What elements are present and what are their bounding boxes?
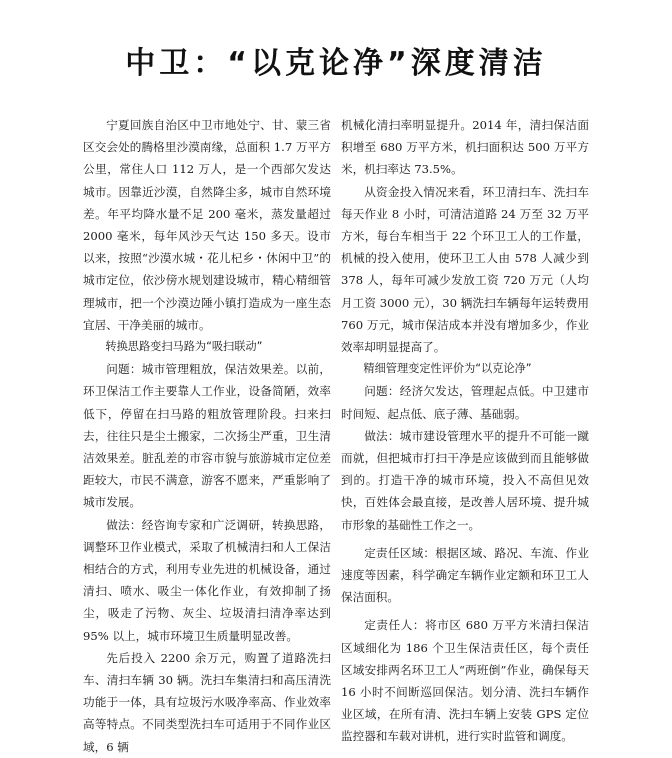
responsible-person-paragraph: 定责任人：将市区 680 万平方米清扫保洁区域细化为 186 个卫生保洁责任区，每个责任区域安排两名环卫工人“两班倒”作业，确保每天 16 小时不间断巡回保洁。划分清、洗扫车辆作业区域，在所有清、洗扫车辆上安装 GPS 定位监控器和车载对讲机，进行实时监管和调度。 (341, 618, 589, 744)
funding-paragraph: 从资金投入情况来看，环卫清扫车、洗扫车每天作业 8 小时，可清洁道路 24 万至 32 万平方米，每台车相当于 22 个环卫工人的工作量，机械的投入使用，使环卫工人由 578 人减少到 378 人，每年可减少发放工资 720 万元（人均月工资 3000 元），30 辆洗扫车辆每年运转费用 760 万元，城市保洁成本并没有增加多少，作业效率却明显提高了。 (341, 184, 589, 355)
section-heading-gram: 精细管理变定性评价为“以克论净” (363, 362, 532, 376)
investment-paragraph: 先后投入 2200 余万元，购置了道路洗扫车、清扫车辆 30 辆。洗扫车集清扫和高压清洗功能于一体，具有垃圾污水吸净率高、作业效率高等特点。不同类型洗扫车可适用于不同作业区域，6 辆 (83, 650, 331, 754)
right-column (341, 114, 589, 748)
problem-paragraph-2: 问题：经济欠发达，管理起点低。中卫建市时间短、起点低、底子薄、基础弱。 (341, 384, 589, 421)
intro-paragraph: 宁夏回族自治区中卫市地处宁、甘、蒙三省区交会处的腾格里沙漠南缘，总面积 1.7 万平方公里，常住人口 112 万人，是一个西部欠发达城市。因靠近沙漠，自然降尘多，城市自然环境差。年平均降水量不足 200 毫米，蒸发量超过 2000 毫米，每年风沙天气达 150 多天。设市以来，按照“沙漠水城・花儿杞乡・休闲中卫”的城市定位，依沙傍水规划建设城市，精心精细管理城市，把一个沙漠边陲小镇打造成为一座生态宜居、干净美丽的城市。 (83, 118, 331, 332)
article-title: 中卫：“以克论净”深度清洁 (125, 46, 547, 81)
responsibility-area-paragraph: 定责任区域：根据区域、路况、车流、作业速度等因素，科学确定车辆作业定额和环卫工人保洁面积。 (341, 545, 589, 605)
problem-paragraph: 问题：城市管理粗放，保洁效果差。以前，环卫保洁工作主要靠人工作业，设备简陋，效率低下，停留在扫马路的粗放管理阶段。扫来扫去，往往只是尘土搬家，二次扬尘严重，卫生清洁效果差。脏乱差的市容市貌与旅游城市定位差距较大，市民不满意，游客不愿来，严重影响了城市发展。 (83, 362, 331, 510)
left-column (83, 114, 331, 758)
section-heading-sweeping: 转换思路变扫马路为“吸扫联动” (105, 340, 263, 354)
mechanization-paragraph: 机械化清扫率明显提升。2014 年，清扫保洁面积增至 680 万平方米，机扫面积达 500 万平方米，机扫率达 73.5%。 (341, 118, 589, 177)
approach-paragraph: 做法：经咨询专家和广泛调研，转换思路，调整环卫作业模式，采取了机械清扫和人工保洁相结合的方式，利用专业先进的机械设备，通过清扫、喷水、吸尘一体化作业，有效抑制了扬尘，吸走了污物、灰尘、垃圾清扫清净率达到 95% 以上，城市环境卫生质量明显改善。 (83, 517, 331, 643)
approach-paragraph-2: 做法：城市建设管理水平的提升不可能一蹴而就，但把城市打扫干净是应该做到而且能够做到的。打造干净的城市环境，投入不高但见效快，百姓体会最直接，是改善人居环境、提升城市形象的基础性工作之一。 (341, 428, 589, 532)
